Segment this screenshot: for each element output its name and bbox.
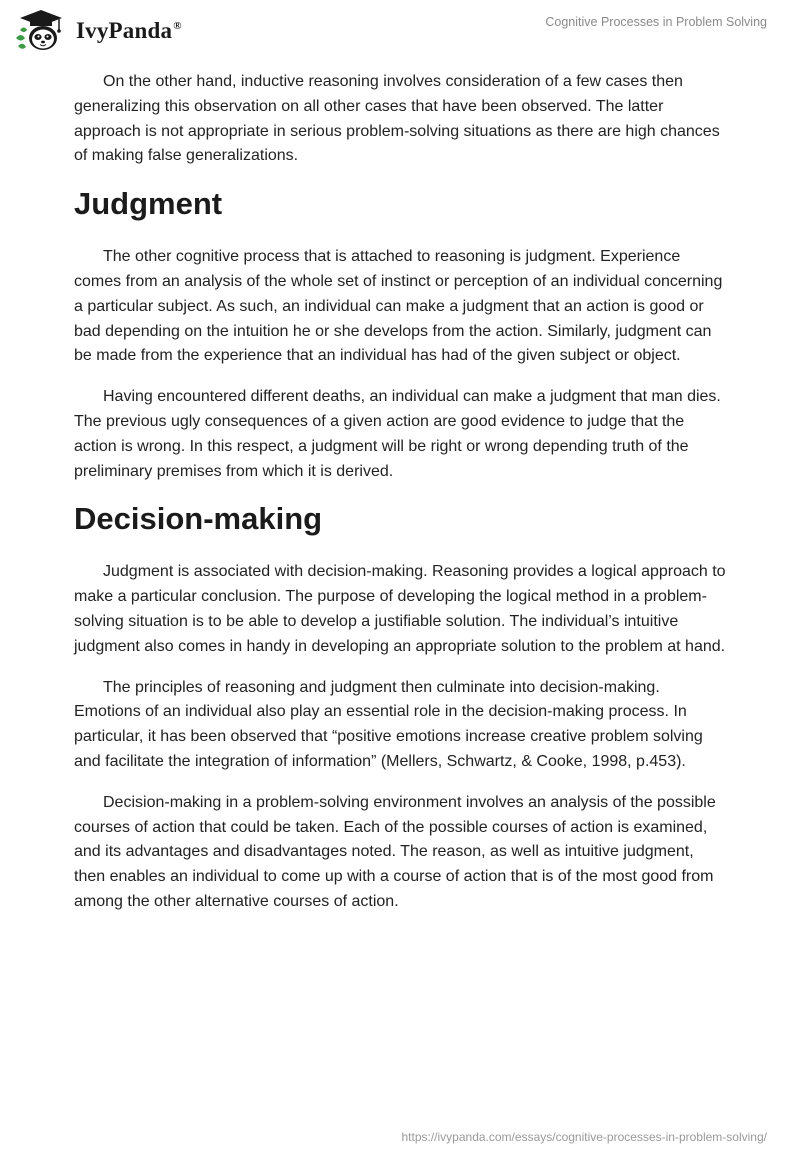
source-url[interactable]: https://ivypanda.com/essays/cognitive-processes-in-problem-solving/ [401,1130,767,1144]
paragraph: The other cognitive process that is attached to reasoning is judgment. Experience comes from an analysis of the whole set of instinct or perception of an individual concerning a particular subject. As such, an individual can make a judgment that an action is good or bad depending on the intuition he or she develops from the action. Similarly, judgment can be made from the experience that an individual has had of the given subject or object. [74,248,723,365]
paragraph: The principles of reasoning and judgment then culminate into decision-making. Emotions of an individual also play an essential role in the decision-making process. In particular, it has been observed that “positive emotions increase creative problem solving and facilitate the integration of information” (Mellers, Schwartz, & Cooke, 1998, p.453). [74,678,703,770]
paragraph: Judgment is associated with decision-making. Reasoning provides a logical approach to make a particular conclusion. The purpose of developing the logical method in a problem-solving situation is to be able to develop a justifiable solution. The individual’s intuitive judgment also comes in handy in developing an appropriate solution to the problem at hand. [74,563,726,655]
brand-name [76,18,182,44]
essay-body [74,70,726,931]
brand-text: IvyPanda [76,18,173,43]
paragraph: Having encountered different deaths, an individual can make a judgment that man dies. The previous ugly consequences of a given action are good evidence to judge that the action is wrong. In this respect, a judgment will be right or wrong depending truth of the preliminary premises from which it is derived. [74,388,721,480]
panda-graduate-icon [12,8,70,54]
page-header [0,0,800,60]
section-heading-judgment: Judgment [74,186,223,222]
intro-paragraph: On the other hand, inductive reasoning involves consideration of a few cases then generalizing this observation on all other cases that have been observed. The latter approach is not appropriate in serious problem-solving situations as there are high chances of making false generalizations. [74,73,720,165]
paragraph: Decision-making in a problem-solving environment involves an analysis of the possible courses of action that could be taken. Each of the possible courses of action is examined, and its advantages and disadvantages noted. The reason, as well as intuitive judgment, then enables an individual to come up with a course of action that is of the most good from among the other alternative courses of action. [74,793,716,910]
running-title: Cognitive Processes in Problem Solving [545,15,767,29]
section-heading-decision-making: Decision-making [74,501,323,537]
registered-mark: ® [173,20,182,32]
ivypanda-logo[interactable] [12,8,182,54]
